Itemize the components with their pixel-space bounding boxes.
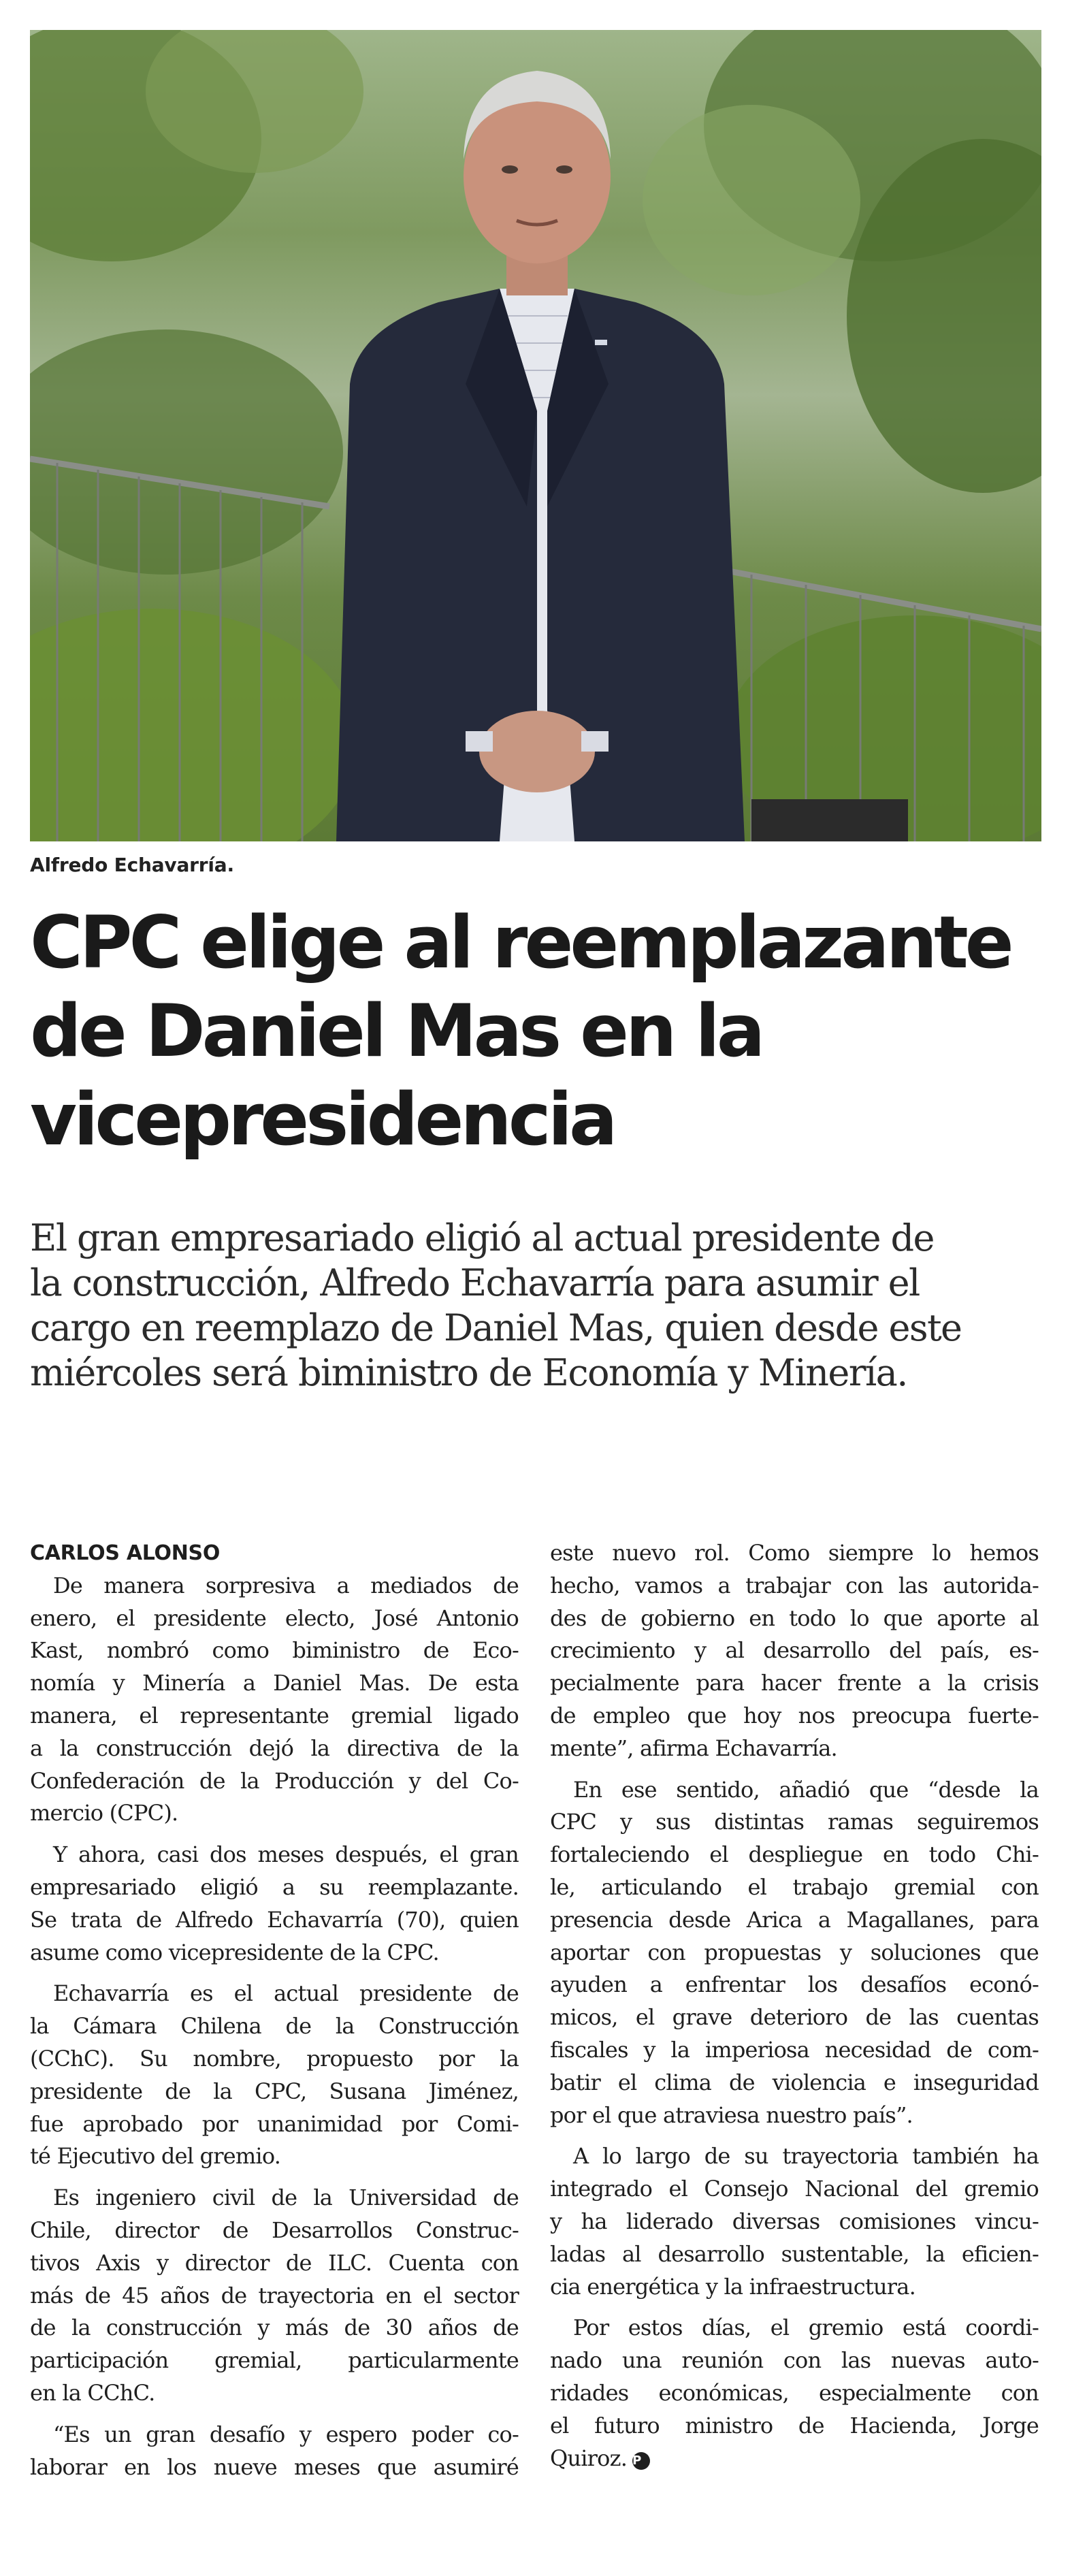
portrait-illustration (30, 30, 1041, 841)
body-line: ladas al desarrollo sustentable, la eficien- (550, 2240, 1039, 2267)
body-line: Confederación de la Producción y del Co- (30, 1767, 519, 1794)
body-line: tivos Axis y director de ILC. Cuenta con (30, 2249, 519, 2276)
body-paragraph (550, 1537, 1039, 1765)
body-line: integrado el Consejo Nacional del gremio (550, 2176, 1039, 2202)
body-line: mercio (CPC). (30, 1800, 178, 1826)
body-line: (CChC). Su nombre, propuesto por la (30, 2045, 519, 2072)
body-line: “Es un gran desafío y espero poder co- (53, 2421, 519, 2447)
body-line: crecimiento y al desarrollo del país, es- (550, 1637, 1039, 1664)
body-line: En ese sentido, añadió que “desde la (573, 1776, 1039, 1803)
body-line: ridades económicas, especialmente con (550, 2379, 1039, 2406)
body-line: este nuevo rol. Como siempre lo hemos (550, 1540, 1039, 1566)
body-line: le, articulando el trabajo gremial con (550, 1873, 1039, 1900)
lead-line: miércoles será biministro de Economía y Minería. (30, 1351, 907, 1394)
body-paragraph (30, 2182, 519, 2410)
body-line: participación gremial, particularmente (30, 2347, 519, 2374)
body-line: y ha liderado diversas comisiones vincu- (550, 2208, 1039, 2234)
body-line: Chile, director de Desarrollos Construc- (30, 2217, 519, 2243)
body-line: aportar con propuestas y soluciones que (550, 1939, 1039, 1965)
body-line: más de 45 años de trayectoria en el sector (30, 2282, 519, 2308)
body-line: presencia desde Arica a Magallanes, para (550, 1906, 1039, 1933)
headline-line: de Daniel Mas en la (30, 989, 762, 1073)
lead-paragraph (30, 1216, 1044, 1396)
body-line: ayuden a enfrentar los desafíos econó- (550, 1971, 1039, 1998)
body-paragraph (30, 1570, 519, 1830)
body-line: enero, el presidente electo, José Antonio (30, 1605, 519, 1631)
body-line: De manera sorpresiva a mediados de (53, 1572, 519, 1598)
end-of-article-icon: P (632, 2452, 650, 2470)
headline-line: CPC elige al reemplazante (30, 901, 1011, 984)
body-column-right (550, 1537, 1039, 2483)
body-paragraph (550, 2140, 1039, 2303)
headline (30, 899, 1044, 1164)
body-line: nado una reunión con las nuevas auto- (550, 2347, 1039, 2374)
photo-caption: Alfredo Echavarría. (30, 854, 234, 876)
lead-line: la construcción, Alfredo Echavarría para asumir el (30, 1261, 920, 1304)
body-line: batir el clima de violencia e inseguridad (550, 2069, 1039, 2095)
body-line: laborar en los nueve meses que asumiré (30, 2453, 519, 2480)
body-line: Y ahora, casi dos meses después, el gran (53, 1841, 519, 1868)
body-paragraph (550, 2312, 1039, 2475)
body-line: la Cámara Chilena de la Construcción (30, 2013, 519, 2040)
body-line: empresariado eligió a su reemplazante. (30, 1873, 519, 1900)
body-line: Se trata de Alfredo Echavarría (70), quien (30, 1906, 519, 1933)
body-paragraph (30, 2419, 519, 2484)
lead-line: El gran empresariado eligió al actual presidente de (30, 1217, 934, 1259)
body-paragraph (30, 1839, 519, 1969)
body-line: presidente de la CPC, Susana Jiménez, (30, 2078, 519, 2104)
body-line: manera, el representante gremial ligado (30, 1702, 519, 1728)
body-line: de la construcción y más de 30 años de (30, 2315, 519, 2341)
body-line: mente”, afirma Echavarría. (550, 1735, 837, 1761)
body-line: cia energética y la infraestructura. (550, 2273, 915, 2300)
body-line: fortaleciendo el despliegue en todo Chi- (550, 1841, 1039, 1868)
author-byline: CARLOS ALONSO (30, 1541, 221, 1565)
body-line: Kast, nombró como biministro de Eco- (30, 1637, 519, 1664)
body-line: el futuro ministro de Hacienda, Jorge (550, 2412, 1039, 2438)
body-paragraph (30, 1978, 519, 2173)
body-line: asume como vicepresidente de la CPC. (30, 1939, 439, 1965)
body-line: Echavarría es el actual presidente de (53, 1980, 519, 2007)
body-line: des de gobierno en todo lo que aporte al (550, 1605, 1039, 1631)
body-line: de empleo que hoy nos preocupa fuerte- (550, 1702, 1039, 1728)
lead-line: cargo en reemplazo de Daniel Mas, quien desde este (30, 1306, 962, 1349)
body-line: nomía y Minería a Daniel Mas. De esta (30, 1670, 519, 1696)
body-line: por el que atraviesa nuestro país”. (550, 2102, 913, 2128)
body-line: Es ingeniero civil de la Universidad de (53, 2185, 519, 2211)
body-line: Quiroz. P (550, 2443, 1039, 2475)
headline-line: vicepresidencia (30, 1078, 615, 1161)
body-line: té Ejecutivo del gremio. (30, 2143, 281, 2170)
body-line: en la CChC. (30, 2379, 155, 2406)
body-line: pecialmente para hacer frente a la crisis (550, 1670, 1039, 1696)
body-line: fue aprobado por unanimidad por Comi- (30, 2110, 519, 2137)
body-line: a la construcción dejó la directiva de la (30, 1735, 519, 1761)
body-line: fiscales y la imperiosa necesidad de com- (550, 2036, 1039, 2063)
body-paragraph (550, 1774, 1039, 2132)
body-column-left (30, 1537, 519, 2492)
body-line: A lo largo de su trayectoria también ha (573, 2143, 1039, 2170)
article-photo (30, 30, 1041, 841)
body-line: micos, el grave deterioro de las cuentas (550, 2004, 1039, 2031)
body-line: CPC y sus distintas ramas seguiremos (550, 1809, 1039, 1835)
body-line: hecho, vamos a trabajar con las autorida- (550, 1572, 1039, 1598)
body-line: Por estos días, el gremio está coordi- (573, 2315, 1039, 2341)
